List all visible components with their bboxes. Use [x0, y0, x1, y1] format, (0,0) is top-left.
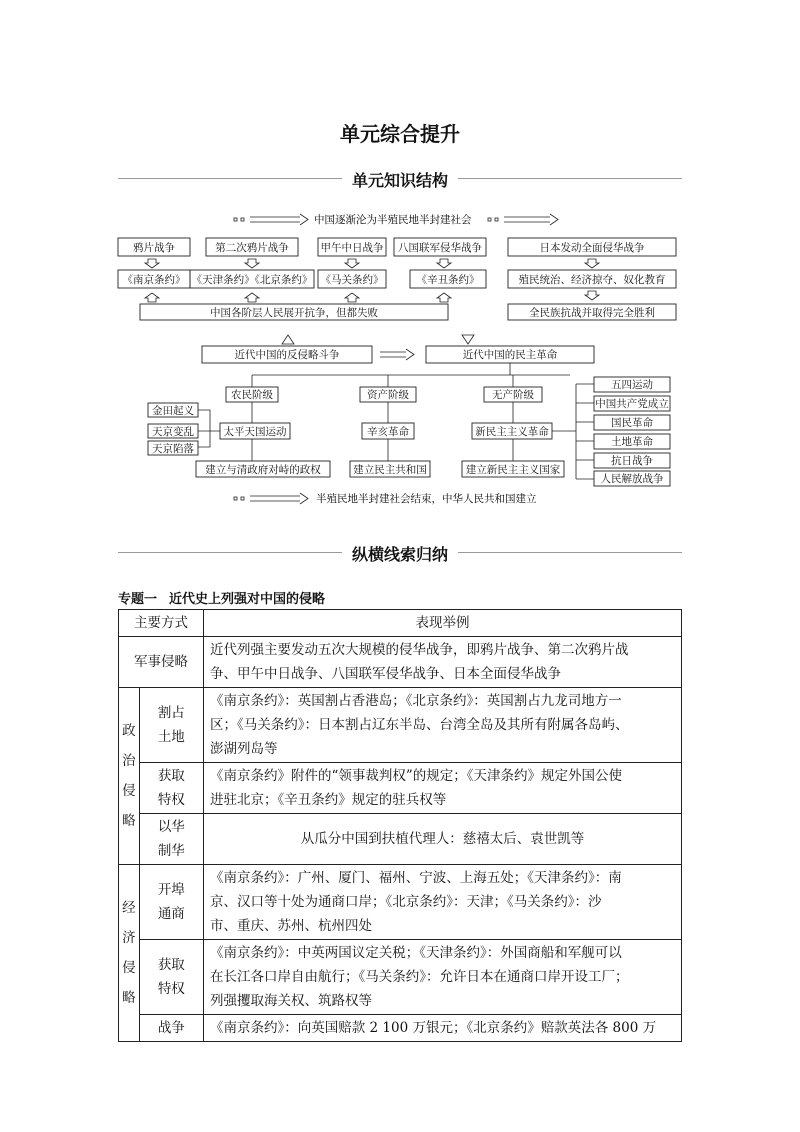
row-desc: 《南京条约》：向英国赔款 2 100 万银元；《北京条约》赔款英法各 800 万 [204, 1015, 682, 1042]
sub-label: 战争 [139, 1015, 203, 1042]
war-1: 鸦片战争 [133, 242, 175, 254]
democratic-revolution-text: 近代中国的民主革命 [462, 349, 558, 361]
movement-taiping: 太平天国运动 [223, 426, 287, 438]
newdem-event-3: 国民革命 [611, 417, 653, 429]
newdem-event-5: 抗日战争 [611, 455, 653, 467]
newdem-event-6: 人民解放战争 [600, 473, 664, 485]
topic-heading: 专题一 近代史上列强对中国的侵略 [118, 592, 326, 607]
newdem-event-2: 中国共产党成立 [595, 398, 669, 410]
result-2: 建立民主共和国 [353, 464, 427, 476]
table-row [119, 865, 682, 940]
result-3: 建立新民主主义国家 [465, 464, 561, 476]
row-desc: 《南京条约》：中英两国议定关税；《天津条约》：外国商船和军舰可以 在长江各口岸自由航行；《马关条约》：允许日本在通商口岸开设工厂； 列强攫取海关权、筑路权等 [204, 940, 682, 1015]
peasant-event-3: 天京陷落 [152, 443, 194, 455]
bottom-banner [234, 492, 537, 505]
table-row [119, 688, 682, 763]
newdem-event-1: 五四运动 [611, 379, 653, 391]
movement-newdem: 新民主主义革命 [475, 426, 549, 438]
treaty-4: 《辛丑条约》 [416, 274, 480, 286]
economic-label: 经 济 侵 略 [119, 865, 140, 1042]
war-4: 八国联军侵华战争 [398, 242, 482, 254]
sub-label: 以华 制华 [139, 814, 203, 865]
victory-text: 全民族抗战并取得完全胜利 [529, 307, 655, 319]
table-row [119, 1015, 682, 1042]
top-banner [234, 213, 558, 226]
peasant-event-2: 天京变乱 [152, 426, 194, 438]
knowledge-structure-diagram [110, 205, 690, 515]
header-examples: 表现举例 [204, 610, 682, 637]
top-banner-text: 中国逐渐沦为半殖民地半封建社会 [314, 214, 472, 226]
treaty-1: 《南京条约》 [122, 274, 186, 286]
treaty-3: 《马关条约》 [320, 274, 384, 286]
row-desc: 从瓜分中国到扶植代理人：慈禧太后、袁世凯等 [204, 814, 682, 865]
row-desc: 《南京条约》：广州、厦门、福州、宁波、上海五处；《天津条约》：南 京、汉口等十处为通商口岸；《北京条约》：天津；《马关条约》：沙 市、重庆、苏州、杭州四处 [204, 865, 682, 940]
political-label: 政 治 侵 略 [119, 688, 140, 865]
table-row [119, 763, 682, 814]
section-heading-clues: 纵横线索归纳 [118, 542, 682, 562]
class-proletariat: 无产阶级 [492, 389, 534, 401]
sub-label: 获取 特权 [139, 763, 203, 814]
military-label: 军事侵略 [119, 637, 204, 688]
table-row [119, 637, 682, 688]
class-peasant: 农民阶级 [231, 389, 273, 401]
section-heading-structure: 单元知识结构 [118, 168, 682, 188]
movement-xinhai: 辛亥革命 [367, 426, 409, 438]
aggression-table [118, 609, 682, 1042]
war-2: 第二次鸦片战争 [215, 242, 289, 254]
peasant-event-1: 金田起义 [152, 405, 194, 417]
class-bourgeois: 资产阶级 [367, 389, 409, 401]
table-header-row [119, 610, 682, 637]
newdem-event-4: 土地革命 [611, 436, 653, 448]
treaty-5: 殖民统治、经济掠夺、奴化教育 [518, 274, 666, 286]
row-desc: 《南京条约》附件的“领事裁判权”的规定；《天津条约》规定外国公使 进驻北京；《辛丑条约》规定的驻兵权等 [204, 763, 682, 814]
result-1: 建立与清政府对峙的政权 [205, 464, 321, 476]
table-row [119, 814, 682, 865]
war-3: 甲午中日战争 [320, 242, 384, 254]
war-5: 日本发动全面侵华战争 [539, 242, 645, 254]
sub-label: 获取 特权 [139, 940, 203, 1015]
bottom-banner-text: 半殖民地半封建社会结束，中华人民共和国建立 [316, 493, 537, 505]
sub-label: 开埠 通商 [139, 865, 203, 940]
resistance-text: 中国各阶层人民展开抗争，但都失败 [210, 307, 378, 319]
header-method: 主要方式 [119, 610, 204, 637]
page-title: 单元综合提升 [340, 122, 460, 146]
anti-aggression-text: 近代中国的反侵略斗争 [234, 349, 340, 361]
table-row [119, 940, 682, 1015]
sub-label: 割占 土地 [139, 688, 203, 763]
row-desc: 《南京条约》：英国割占香港岛；《北京条约》：英国割占九龙司地方一 区；《马关条约》：日本割占辽东半岛、台湾全岛及其所有附属各岛屿、 澎湖列岛等 [204, 688, 682, 763]
treaty-2: 《天津条约》《北京条约》 [191, 274, 313, 286]
military-desc: 近代列强主要发动五次大规模的侵华战争，即鸦片战争、第二次鸦片战 争、甲午中日战争、八国联军侵华战争、日本全面侵华战争 [204, 637, 682, 688]
